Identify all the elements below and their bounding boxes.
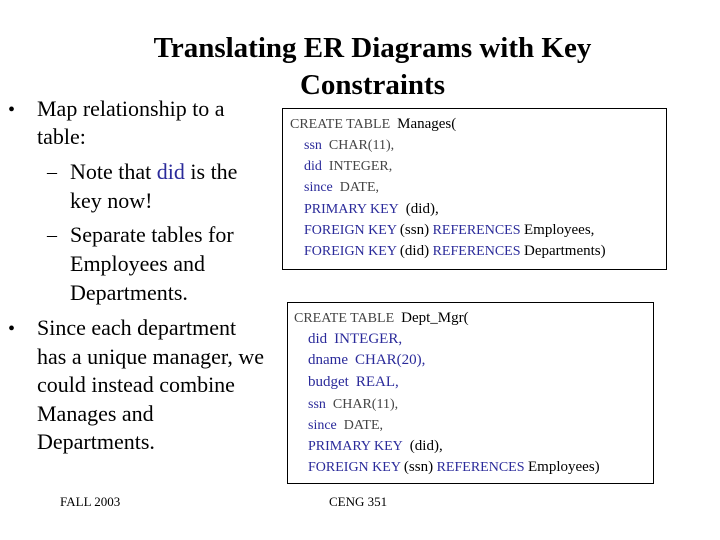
code2-line6 [308, 436, 443, 457]
code1-header [290, 114, 456, 135]
code2-l3a: budget [308, 374, 349, 390]
code2-l6b: (did), [409, 438, 443, 454]
sub1-line2: key now! [70, 188, 153, 213]
code1-line2 [304, 156, 392, 177]
code1-l6b: (did) [399, 243, 430, 259]
code2-l4a: ssn [308, 397, 326, 412]
code1-line4 [304, 199, 439, 220]
code2-l6a: PRIMARY KEY [308, 439, 403, 454]
sub2-line1: Separate tables for [70, 222, 234, 247]
code1-l3a: since [304, 180, 333, 195]
bullet2-line1: Since each department [37, 315, 237, 340]
code1-l5c: REFERENCES [432, 223, 521, 238]
code1-l5b: (ssn) [399, 222, 430, 238]
code1-l4a: PRIMARY KEY [304, 202, 399, 217]
code2-line1 [308, 329, 402, 350]
sub2-line3: Departments. [70, 280, 188, 305]
code2-l4b: CHAR(11), [332, 397, 399, 412]
sub1-prefix: Note that [70, 159, 157, 184]
code1-line3 [304, 177, 379, 198]
sub-dash: – [47, 161, 57, 183]
sub1-suffix: is the [184, 159, 238, 184]
slide-title: Translating ER Diagrams with Key Constraints [153, 32, 592, 101]
code2-name: Dept_Mgr( [401, 310, 469, 326]
code2-header [294, 308, 469, 329]
bullet-marker: • [8, 318, 16, 340]
code1-l5d: Employees, [524, 222, 595, 238]
code2-line5 [308, 415, 383, 436]
code2-l3b: REAL, [355, 374, 399, 390]
code1-line6 [304, 241, 606, 262]
code1-l3b: DATE, [339, 180, 380, 195]
code2-l2a: dname [308, 352, 348, 368]
code1-l1b: CHAR(11), [328, 138, 395, 153]
code2-l2b: CHAR(20), [354, 352, 426, 368]
code2-l7d: Employees) [528, 459, 600, 475]
bullet-marker: • [8, 99, 16, 121]
code2-l7a: FOREIGN KEY [308, 460, 401, 475]
code1-l6d: Departments) [524, 243, 606, 259]
code1-l6c: REFERENCES [432, 244, 521, 259]
code1-l2a: did [304, 159, 322, 174]
bullet2-line4: Manages and [37, 401, 154, 426]
sub1-highlight: did [156, 159, 185, 184]
code1-kw: CREATE TABLE [290, 117, 391, 132]
sub-dash: – [47, 224, 57, 246]
code1-line1 [304, 135, 394, 156]
code2-line7 [308, 457, 600, 478]
code2-kw: CREATE TABLE [294, 311, 395, 326]
bullet1-line2: table: [37, 124, 86, 149]
code2-l5a: since [308, 418, 337, 433]
code1-l1a: ssn [304, 138, 322, 153]
code2-l5b: DATE, [343, 418, 384, 433]
code2-line3 [308, 372, 399, 393]
code2-l1a: did [308, 331, 328, 347]
code2-l7c: REFERENCES [436, 460, 525, 475]
code2-line4 [308, 394, 398, 415]
footer-center: CENG 351 [329, 494, 388, 509]
code1-l6a: FOREIGN KEY [304, 244, 397, 259]
sub1-line1 [70, 158, 237, 186]
code1-l4b: (did), [405, 201, 439, 217]
code1-line5 [304, 220, 594, 241]
bullet2-line3: could instead combine [37, 372, 235, 397]
code1-name: Manages( [397, 116, 457, 132]
bullet1-line1: Map relationship to a [37, 96, 225, 121]
code2-line2 [308, 350, 425, 371]
sub2-line2: Employees and [70, 251, 206, 276]
bullet2-line2: has a unique manager, we [37, 344, 264, 369]
code2-l7b: (ssn) [403, 459, 434, 475]
footer-left: FALL 2003 [60, 494, 121, 509]
code1-l2b: INTEGER, [328, 159, 393, 174]
code2-l1b: INTEGER, [334, 331, 403, 347]
code1-l5a: FOREIGN KEY [304, 223, 397, 238]
bullet2-line5: Departments. [37, 429, 155, 454]
